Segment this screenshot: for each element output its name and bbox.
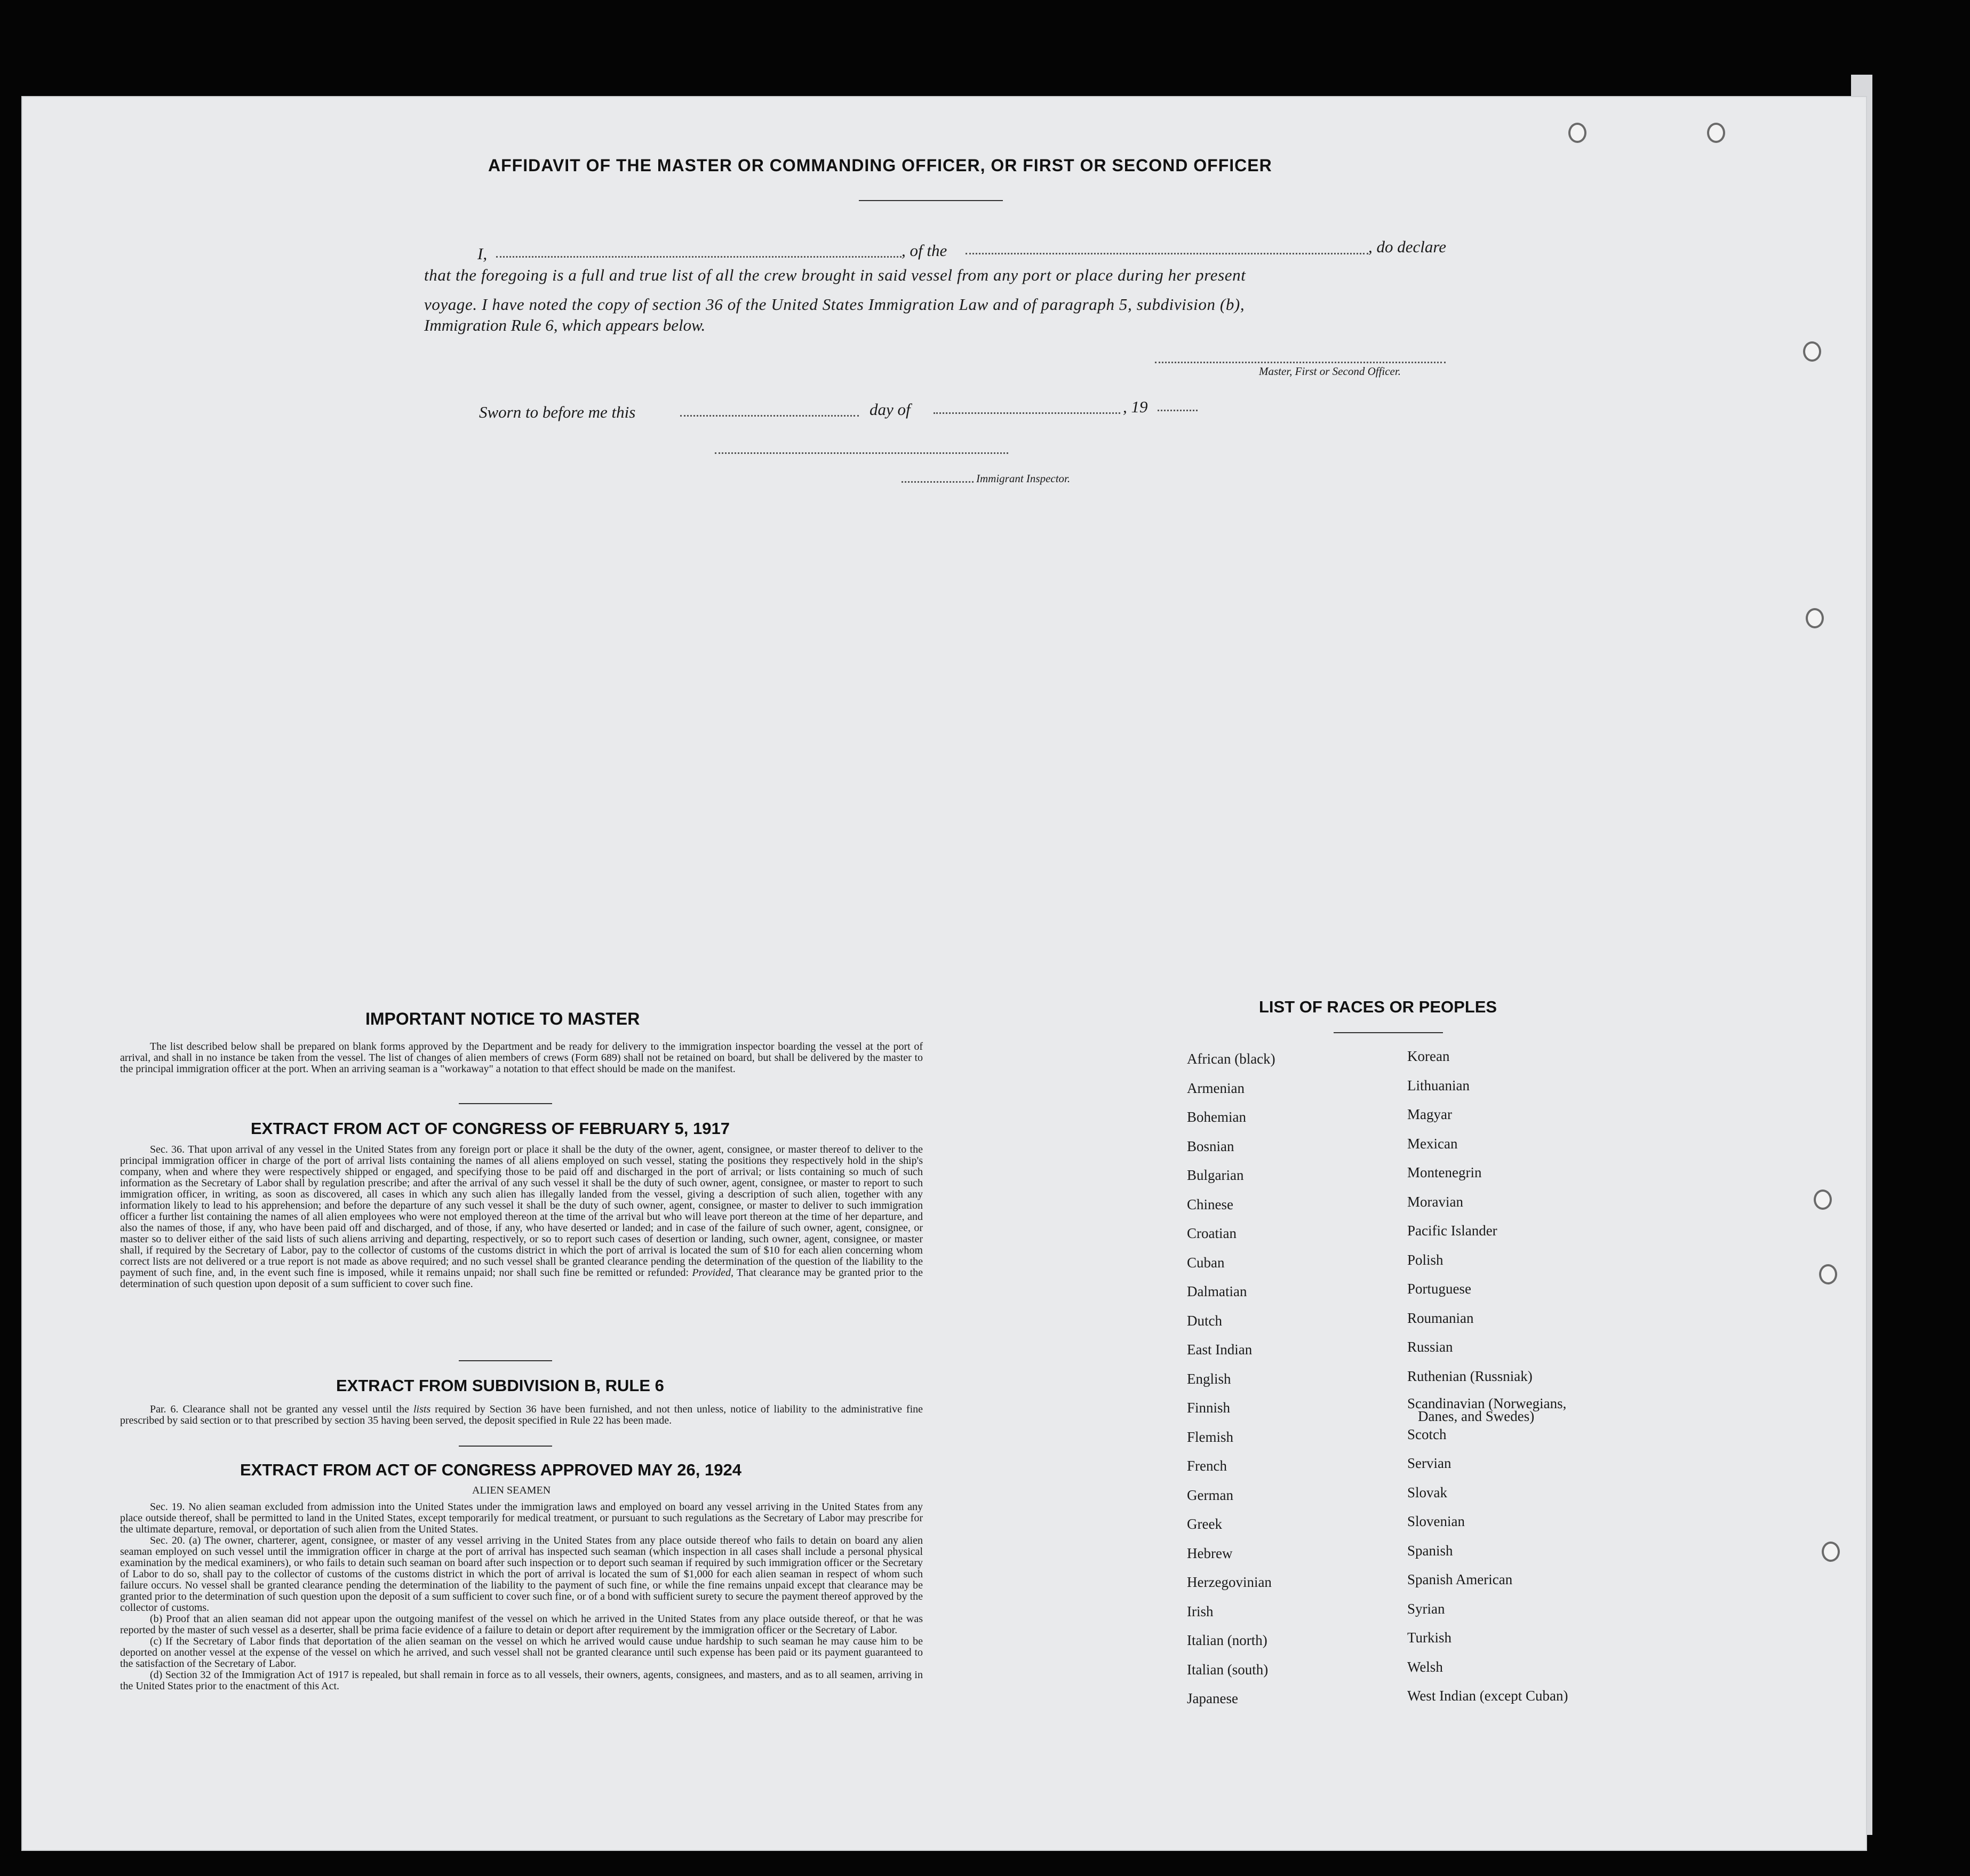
race-item: Turkish [1407, 1630, 1452, 1646]
act1924-paragraph: Sec. 19. No alien seaman excluded from admission into the United States under the immigration laws and employed on board any vessel arriving in the United States from any place outside thereof, shall be permitted to land in the United States, except temporarily for medical treatment, or pursuant to such regulations as the Secretary of Labor may prescribe for the ultimate departure, removal, or deportation of such alien from the United States. [120, 1501, 923, 1535]
race-item: Italian (south) [1187, 1661, 1269, 1678]
race-item: Croatian [1187, 1225, 1237, 1241]
race-item: English [1187, 1370, 1231, 1387]
binder-hole [1707, 123, 1725, 143]
race-item: Roumanian [1407, 1310, 1474, 1326]
race-item: Flemish [1187, 1428, 1234, 1445]
affidavit-title: AFFIDAVIT OF THE MASTER OR COMMANDING OFFICER, OR FIRST OR SECOND OFFICER [488, 156, 1272, 175]
affidavit-of-the: , of the [902, 241, 947, 260]
vessel-field[interactable] [966, 253, 1368, 254]
day-of-label: day of [870, 400, 911, 419]
race-item: Italian (north) [1187, 1632, 1267, 1648]
divider [1334, 1032, 1443, 1033]
divider [459, 1103, 552, 1104]
race-item-line: Scandinavian (Norwegians, [1407, 1395, 1567, 1411]
race-item: Dalmatian [1187, 1283, 1247, 1299]
binder-hole [1806, 608, 1824, 628]
act1924-paragraph: (d) Section 32 of the Immigration Act of 1917 is repealed, but shall remain in force as to all vessels, their owners, agents, consignees, and masters, and as to all seamen, arriving in the United States prior to the enactment of this Act. [120, 1669, 923, 1692]
race-item: Scotch [1407, 1426, 1447, 1442]
act1924-paragraph: Sec. 20. (a) The owner, charterer, agent, consignee, or master of any vessel arriving in the United States from any place outside thereof who fails to detain on board any alien seaman employed on such vessel until the immigration officer in charge at the port of arrival has inspected such seaman (which inspection in all cases shall include a personal physical examination by the medical examiners), or who fails to detain such seaman on board after such inspection or to deport such seaman if required by such immigration officer or the Secretary of Labor to do so, shall pay to the collector of customs of the customs district in which the port of arrival is located the sum of $1,000 for each alien seaman in respect of whom such failure occurs. No vessel shall be granted clearance pending the determination of the liability to the payment of such fine, or while the fine remains unpaid except that clearance may be granted prior to the determination of such question upon the deposit of a sum sufficient to cover such fine, or of a bond with sufficient surety to secure the payment thereof approved by the collector of customs. [120, 1535, 923, 1614]
rule6-body: Par. 6. Clearance shall not be granted any vessel until the [150, 1403, 409, 1415]
race-item: Dutch [1187, 1312, 1222, 1329]
rule6-title: EXTRACT FROM SUBDIVISION B, RULE 6 [336, 1376, 664, 1395]
races-right-column [1407, 1048, 1568, 1717]
act1924-paragraph: (b) Proof that an alien seaman did not appear upon the outgoing manifest of the vessel on which he arrived in the United States from any place outside thereof, or that he was reported by the master of such vessel as a deserter, shall be prima facie evidence of a failure to detain or deport after requirement by the immigration officer or the Secretary of Labor. [120, 1613, 923, 1636]
race-item: Polish [1407, 1251, 1443, 1268]
race-item: Spanish American [1407, 1571, 1513, 1587]
inspector-signature-field[interactable] [715, 452, 1008, 454]
race-item: Slovenian [1407, 1513, 1465, 1529]
notice-text [120, 1041, 923, 1075]
act1924-paragraph: (c) If the Secretary of Labor finds that deportation of the alien seaman on the vessel on which he arrived would cause undue hardship to such seaman he may cause him to be deported on another vessel at the expense of the vessel on which he arrived, and such vessel shall not be granted clearance until such expense has been paid or its payment guaranteed to the satisfaction of the Secretary of Labor. [120, 1635, 923, 1670]
inspector-caption: Immigrant Inspector. [976, 472, 1071, 485]
race-item: Syrian [1407, 1600, 1445, 1617]
race-item: Lithuanian [1407, 1077, 1470, 1093]
races-title: LIST OF RACES OR PEOPLES [1259, 997, 1497, 1016]
race-item: Ruthenian (Russniak) [1407, 1368, 1533, 1384]
binder-hole [1819, 1264, 1837, 1284]
binder-hole [1822, 1542, 1840, 1562]
race-item: Herzegovinian [1187, 1574, 1272, 1590]
rule6-body-end: required by Section 36 have been furnished, and not then unless, notice of liability to the administrative fine prescribed by said section or to that prescribed by section 35 having been served, the deposit specified in Rule 22 has been made. [120, 1403, 923, 1426]
act1917-body: Sec. 36. That upon arrival of any vessel in the United States from any foreign port or place it shall be the duty of the owner, agent, consignee, or master thereof to deliver to the principal immigration officer in charge of the port of arrival lists containing the names of all aliens employed on such vessel, stating the positions they respectively hold in the ship's company, when and where they were respectively shipped or engaged, and specifying those to be paid off and discharged in the port of arrival; or lists containing so much of such information as the Secretary of Labor shall by regulation prescribe; and after the arrival of any such vessel it shall be the duty of such owner, agent, consignee, or master to report to such immigration officer, in writing, as soon as discovered, all cases in which any such alien has illegally landed from the vessel, giving a description of such alien, together with any information likely to lead to his apprehension; and before the departure of any such vessel it shall be the duty of such owner, agent, consignee, or master to deliver to such immigration officer a further list containing the names of all alien employees who were not employed thereon at the time of the arrival but who will leave port thereon at the time of her departure, and also the names of those, if any, who have been paid off and discharged, and of those, if any, who have deserted or landed; and in case of the failure of such owner, agent, consignee, or master so to deliver either of the said lists of such aliens arriving and departing, respectively, or so to report such cases of desertion or landing, such owner, agent, consignee, or master shall, if required by the Secretary of Labor, pay to the collector of customs of the customs district in which the port of arrival is located the sum of $10 for each alien concerning whom correct lists are not delivered or a true report is not made as above required; and no such vessel shall be granted clearance pending the determination of the question of the liability to the payment of such fine, and, in the event such fine is imposed, while it remains unpaid; nor shall such fine be remitted or refunded: [120, 1144, 923, 1279]
sworn-label: Sworn to before me this [479, 403, 636, 421]
rule6-paragraph [120, 1404, 923, 1426]
race-item: Cuban [1187, 1254, 1225, 1271]
race-item: Armenian [1187, 1080, 1245, 1096]
race-item: Servian [1407, 1455, 1451, 1471]
race-item: Portuguese [1407, 1281, 1471, 1297]
rule6-text [120, 1404, 923, 1426]
inspector-dots [902, 481, 974, 483]
race-item: Russian [1407, 1339, 1453, 1355]
year-label: , 19 [1123, 397, 1148, 416]
race-item: African (black) [1187, 1051, 1275, 1067]
act1917-body-end: That clearance may be granted prior to the determination of such question upon deposit of a sum sufficient to cover such fine. [120, 1267, 923, 1290]
act1924-text [120, 1502, 923, 1692]
race-item: Chinese [1187, 1196, 1233, 1212]
sworn-day-field[interactable] [680, 415, 859, 417]
race-item: Moravian [1407, 1193, 1463, 1210]
rule6-lists: lists [413, 1403, 431, 1415]
race-item: West Indian (except Cuban) [1407, 1688, 1568, 1704]
binder-hole [1803, 341, 1821, 362]
race-item: Bosnian [1187, 1138, 1234, 1154]
race-item: Welsh [1407, 1658, 1443, 1675]
race-item: Slovak [1407, 1484, 1448, 1500]
officer-signature-field[interactable] [1155, 362, 1446, 363]
divider [859, 200, 1003, 201]
affidavit-declare: , do declare [1368, 237, 1447, 256]
race-item: Bulgarian [1187, 1167, 1244, 1183]
race-item: Spanish [1407, 1542, 1453, 1559]
name-field[interactable] [496, 256, 902, 258]
race-item-line: Danes, and Swedes) [1418, 1408, 1535, 1424]
affidavit-line: that the foregoing is a full and true list of all the crew brought in said vessel from any port or place during her present [424, 266, 1246, 284]
race-item: German [1187, 1487, 1233, 1503]
race-item: East Indian [1187, 1342, 1253, 1358]
race-item: Montenegrin [1407, 1164, 1482, 1180]
sworn-year-field[interactable] [1158, 410, 1198, 411]
act1917-text [120, 1144, 923, 1290]
officer-caption: Master, First or Second Officer. [1259, 365, 1401, 378]
divider [459, 1360, 552, 1361]
race-item: Pacific Islander [1407, 1223, 1497, 1239]
act1917-title: EXTRACT FROM ACT OF CONGRESS OF FEBRUARY 5, 1917 [251, 1119, 730, 1138]
act1917-paragraph [120, 1144, 923, 1290]
notice-paragraph: The list described below shall be prepared on blank forms approved by the Department and be ready for delivery to the immigration inspector boarding the vessel at the port of arrival, and shall in no instance be taken from the vessel. The list of changes of alien members of crews (Form 689) shall not be retained on board, but shall be delivered by the master to the principal immigration officer at the port. When an arriving seaman is a "workaway" a notation to that effect should be made on the manifest. [120, 1041, 923, 1075]
race-item: Hebrew [1187, 1545, 1233, 1561]
race-item: Mexican [1407, 1135, 1458, 1152]
sworn-month-field[interactable] [934, 412, 1120, 414]
race-item: Irish [1187, 1603, 1214, 1619]
act1924-title: EXTRACT FROM ACT OF CONGRESS APPROVED MAY 26, 1924 [240, 1460, 741, 1479]
affidavit-line: voyage. I have noted the copy of section 36 of the United States Immigration Law and of paragraph 5, subdivision (b), [424, 295, 1245, 314]
binder-hole [1568, 123, 1586, 143]
affidavit-intro: I, [477, 244, 488, 263]
form-page [21, 96, 1867, 1851]
race-item: Greek [1187, 1516, 1222, 1532]
race-item: French [1187, 1458, 1227, 1474]
act1917-provided: Provided, [692, 1267, 733, 1279]
divider [459, 1446, 552, 1447]
act1924-subtitle: ALIEN SEAMEN [472, 1484, 551, 1496]
notice-title: IMPORTANT NOTICE TO MASTER [365, 1009, 640, 1028]
races-left-column [1187, 1051, 1275, 1720]
race-item [1407, 1397, 1568, 1426]
binder-hole [1814, 1190, 1832, 1210]
race-item: Korean [1407, 1048, 1450, 1064]
race-item: Bohemian [1187, 1109, 1246, 1125]
race-item: Finnish [1187, 1400, 1231, 1416]
race-item: Japanese [1187, 1690, 1238, 1706]
affidavit-line: Immigration Rule 6, which appears below. [424, 316, 706, 334]
race-item: Magyar [1407, 1106, 1452, 1122]
